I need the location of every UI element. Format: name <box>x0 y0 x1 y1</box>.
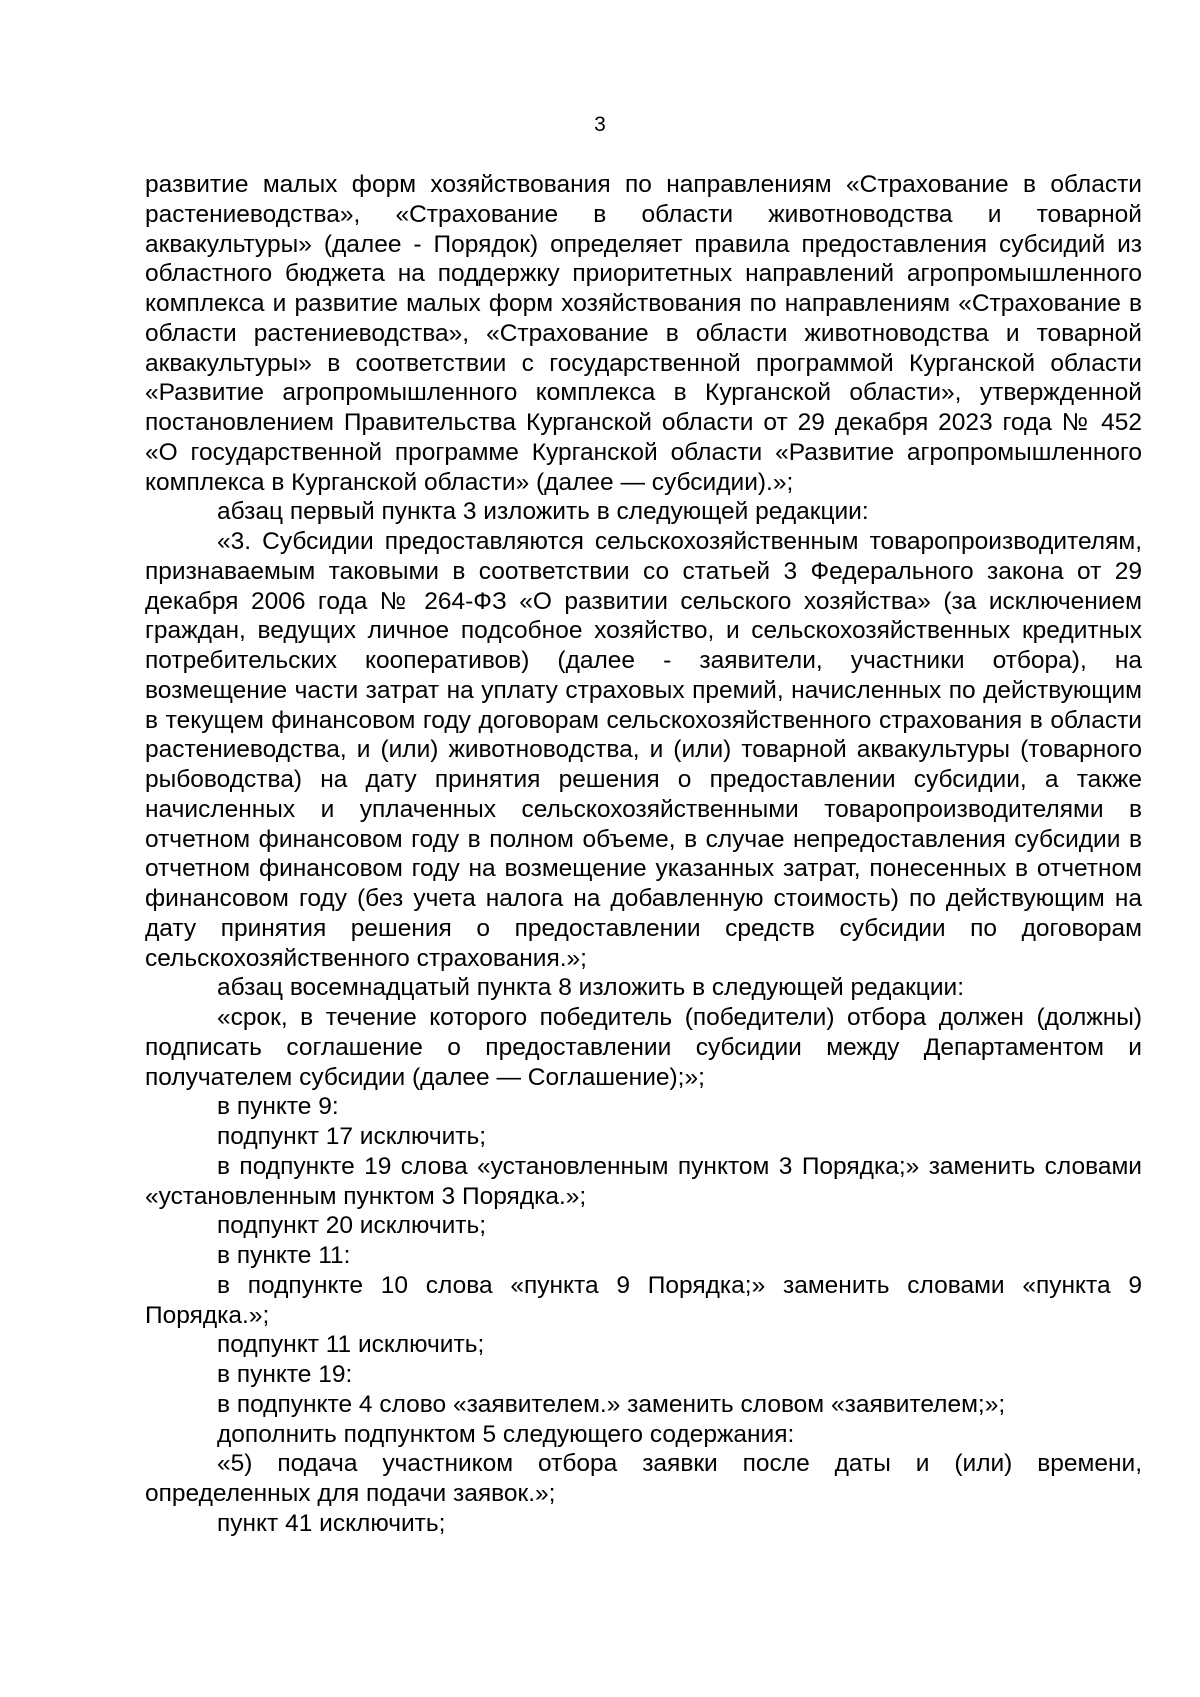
paragraph: в пункте 11: <box>217 1242 351 1269</box>
paragraph: подпункт 11 исключить; <box>217 1331 485 1359</box>
paragraph: «5) подача участником отбора заявки после даты и (или) времени, определенных для подачи заявок.»; <box>145 1450 1142 1507</box>
paragraph: в подпункте 10 слова «пункта 9 Порядка;» заменить словами «пункта 9 Порядка.»; <box>145 1271 1142 1329</box>
paragraph: развитие малых форм хозяйствования по направлениям «Страхование в области растениеводства», «Страхование в области животноводства и товарной аквакультуры» (далее - Порядок) определяет правила предоставления субсидий из областного бюджета на поддержку приоритетных направлений агропромышленного комплекса и развитие малых форм хозяйствования по направлениям «Страхование в области растениеводства», «Страхование в области животноводства и товарной аквакультуры» в соответствии с государственной программой Курганской области «Развитие агропромышленного комплекса в Курганской области», утвержденной постановлением Правительства Курганской области от 29 декабря 2023 года № 452 «О государственной программе Курганской области «Развитие агропромышленного комплекса в Курганской области» (далее — субсидии).»; <box>145 171 1142 496</box>
paragraph: дополнить подпунктом 5 следующего содержания: <box>217 1420 795 1448</box>
paragraph: в подпункте 19 слова «установленным пунктом 3 Порядка;» заменить словами «установленным пунктом 3 Порядка.»; <box>145 1152 1142 1210</box>
paragraph: в пункте 9: <box>217 1093 339 1121</box>
paragraph: абзац первый пункта 3 изложить в следующей редакции: <box>217 498 869 526</box>
paragraph: «срок, в течение которого победитель (победители) отбора должен (должны) подписать соглашение о предоставлении субсидии между Департаментом и получателем субсидии (далее — Соглашение);»; <box>145 1004 1142 1091</box>
paragraph: пункт 41 исключить; <box>217 1509 446 1537</box>
page-number: 3 <box>594 113 606 136</box>
paragraph: в подпункте 4 слово «заявителем.» заменить словом «заявителем;»; <box>217 1390 1006 1418</box>
paragraph: «3. Субсидии предоставляются сельскохозяйственным товаропроизводителям, признаваемым таковыми в соответствии со статьей 3 Федерального закона от 29 декабря 2006 года № 264-ФЗ «О развитии сельского хозяйства» (за исключением граждан, ведущих личное подсобное хозяйство, и сельскохозяйственных кредитных потребительских кооперативов) (далее - заявители, участники отбора), на возмещение части затрат на уплату страховых премий, начисленных по действующим в текущем финансовом году договорам сельскохозяйственного страхования в области растениеводства, и (или) животноводства, и (или) товарной аквакультуры (товарного рыбоводства) на дату принятия решения о предоставлении субсидии, а также начисленных и уплаченных сельскохозяйственными товаропроизводителями в отчетном финансовом году в полном объеме, в случае непредоставления субсидии в отчетном финансовом году на возмещение указанных затрат, понесенных в отчетном финансовом году (без учета налога на добавленную стоимость) по действующим на дату принятия решения о предоставлении средств субсидии по договорам сельскохозяйственного страхования.»; <box>145 528 1142 972</box>
paragraph: в пункте 19: <box>217 1361 353 1388</box>
paragraph: подпункт 20 исключить; <box>217 1212 487 1240</box>
paragraph: абзац восемнадцатый пункта 8 изложить в следующей редакции: <box>217 974 965 1002</box>
document-body <box>145 170 1142 1539</box>
paragraph: подпункт 17 исключить; <box>217 1123 487 1150</box>
